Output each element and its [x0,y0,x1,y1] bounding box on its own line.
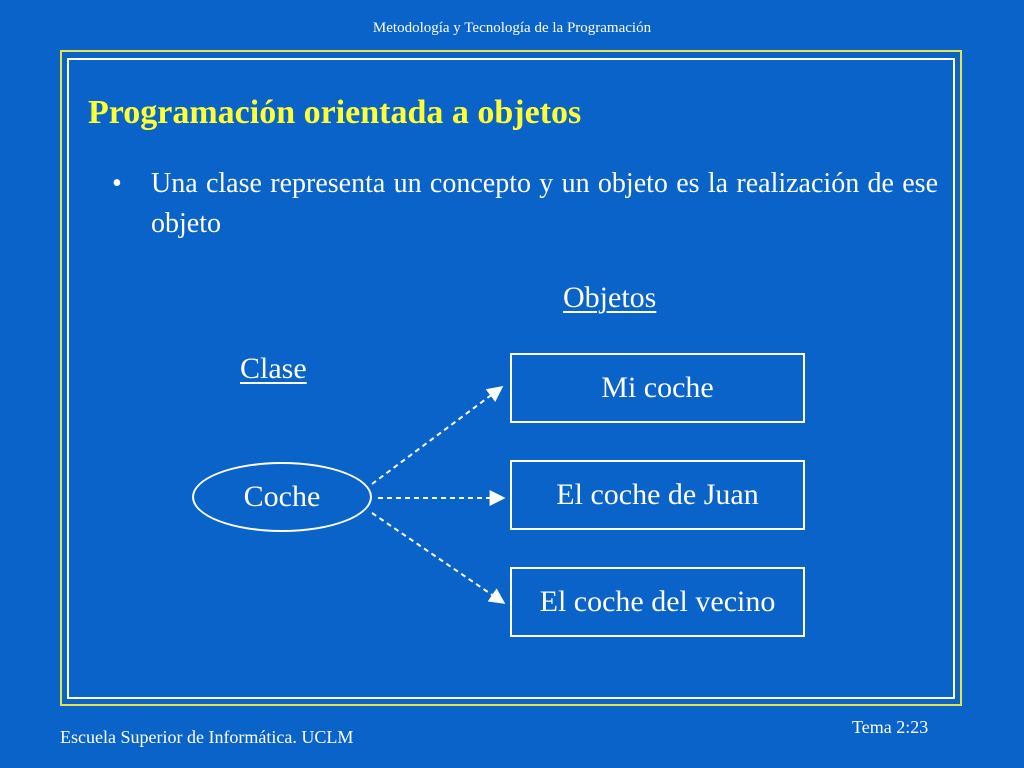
footer-school: Escuela Superior de Informática. UCLM [60,727,354,747]
class-label: Clase [240,352,307,385]
object-box-2 [510,460,805,530]
object-label-2: El coche de Juan [556,478,759,511]
footer-page-number: Tema 2:23 [852,717,929,737]
object-label-3: El coche del vecino [539,585,776,618]
class-ellipse [192,462,372,532]
slide-title: Programación orientada a objetos [88,94,582,131]
object-label-1: Mi coche [601,371,714,404]
object-box-3 [510,567,805,637]
object-box-1 [510,353,805,423]
bullet-text: Una clase representa un concepto y un objeto es la realización de ese objeto [151,168,938,239]
class-name: Coche [243,480,321,513]
bullet-marker: • [112,168,122,199]
objects-label: Objetos [563,281,657,314]
header-course-title: Metodología y Tecnología de la Programación [372,20,652,36]
